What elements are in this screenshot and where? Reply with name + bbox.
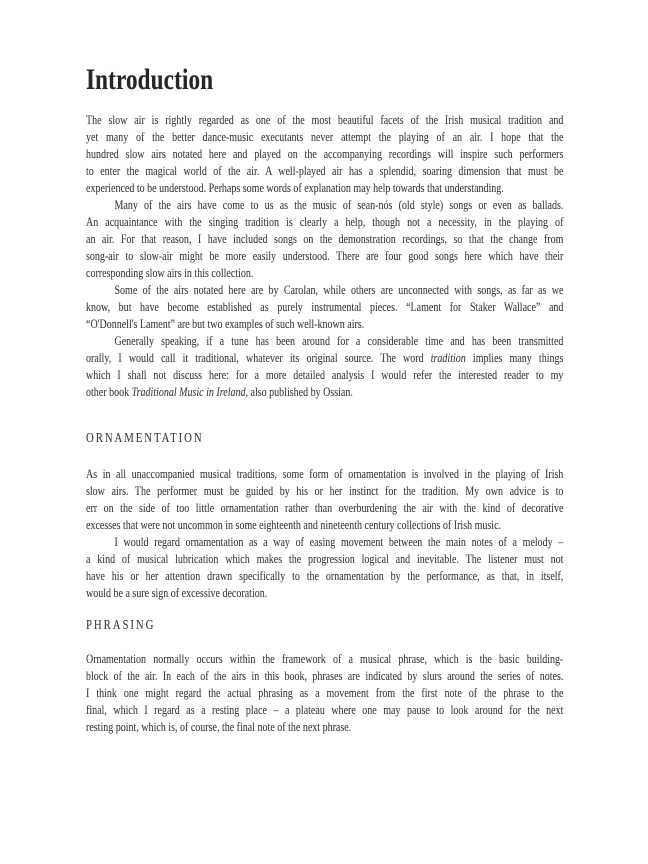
section-opening [86,111,563,400]
text-line: slow airs. The performer must be guided by his or her instinct for the tradition. My own advice is to [86,483,564,498]
section-ornamentation [86,430,563,601]
text-line: hundred slow airs notated here and played on the accompanying recordings will inspire such performers [86,146,564,161]
text-line: “O'Donnell's Lament” are but two examples of such well-known airs. [86,316,365,331]
text-line: song-air to slow-air might be more easily understood. There are four good songs here which have their [86,248,564,263]
paragraph [86,281,563,332]
text-line: have his or her attention drawn specifically to the ornamentation by the performance, as that, in itself, [86,568,564,583]
text-line: An acquaintance with the singing tradition is clearly a help, though not a necessity, in the playing of [86,214,564,229]
paragraph [86,332,563,400]
text-line: an air. For that reason, I have included songs on the demonstration recordings, so that the change from [86,231,564,246]
page-title: Introduction [86,63,214,96]
paragraph [86,650,563,735]
section-phrasing [86,617,563,735]
paragraph [86,111,563,196]
text-line: which I shall not discuss here: for a more detailed analysis I would refer the interested reader to my [86,367,564,382]
text-line: know, but have become established as purely instrumental pieces. “Lament for Staker Wallace” and [86,299,564,314]
text-line: to enter the magical world of the air. A well-played air has a splendid, soaring dimension that must be [86,163,564,178]
text-line: orally, I would call it traditional, whatever its original source. The word tradition implies many things [86,350,564,365]
text-line: I think one might regard the actual phrasing as a movement from the first note of the phrase to the [86,685,564,700]
text-line: block of the air. In each of the airs in this book, phrases are indicated by slurs around the series of notes. [86,668,564,683]
text-line: Generally speaking, if a tune has been around for a considerable time and has been transmitted [114,333,564,348]
text-line: excesses that were not uncommon in some eighteenth and nineteenth century collections of Irish music. [86,517,502,532]
text-line: a kind of musical lubrication which makes the progression logical and inevitable. The listener must not [86,551,564,566]
text-line: I would regard ornamentation as a way of easing movement between the main notes of a melody – [114,534,564,549]
text-line: would be a sure sign of excessive decoration. [86,585,268,600]
section-heading-phrasing: PHRASING [86,618,156,633]
text-line: other book Traditional Music in Ireland, also published by Ossian. [86,384,353,399]
text-line: err on the side of too little ornamentation rather than overburdening the air with the kind of decorative [86,500,564,515]
paragraph [86,196,563,281]
text-line: yet many of the better dance-music executants never attempt the playing of an air. I hope that the [86,129,564,144]
text-line: experienced to be understood. Perhaps some words of explanation may help towards that understanding. [86,180,504,195]
text-line: resting point, which is, of course, the final note of the next phrase. [86,719,352,734]
text-line: final, which I regard as a resting place – a plateau where one may pause to look around for the next [86,702,564,717]
text-line: As in all unaccompanied musical traditions, some form of ornamentation is involved in the playing of Irish [86,466,564,481]
paragraph [86,465,563,533]
text-line: Ornamentation normally occurs within the framework of a musical phrase, which is the basic building- [86,651,564,666]
text-line: Many of the airs have come to us as the music of sean-nós (old style) songs or even as ballads. [114,197,564,212]
text-line: Some of the airs notated here are by Carolan, while others are unconnected with songs, as far as we [114,282,564,297]
text-line: The slow air is rightly regarded as one of the most beautiful facets of the Irish musical tradition and [86,112,564,127]
section-heading-ornamentation: ORNAMENTATION [86,431,204,446]
paragraph [86,533,563,601]
text-line: corresponding slow airs in this collection. [86,265,254,280]
page-content [86,64,563,735]
